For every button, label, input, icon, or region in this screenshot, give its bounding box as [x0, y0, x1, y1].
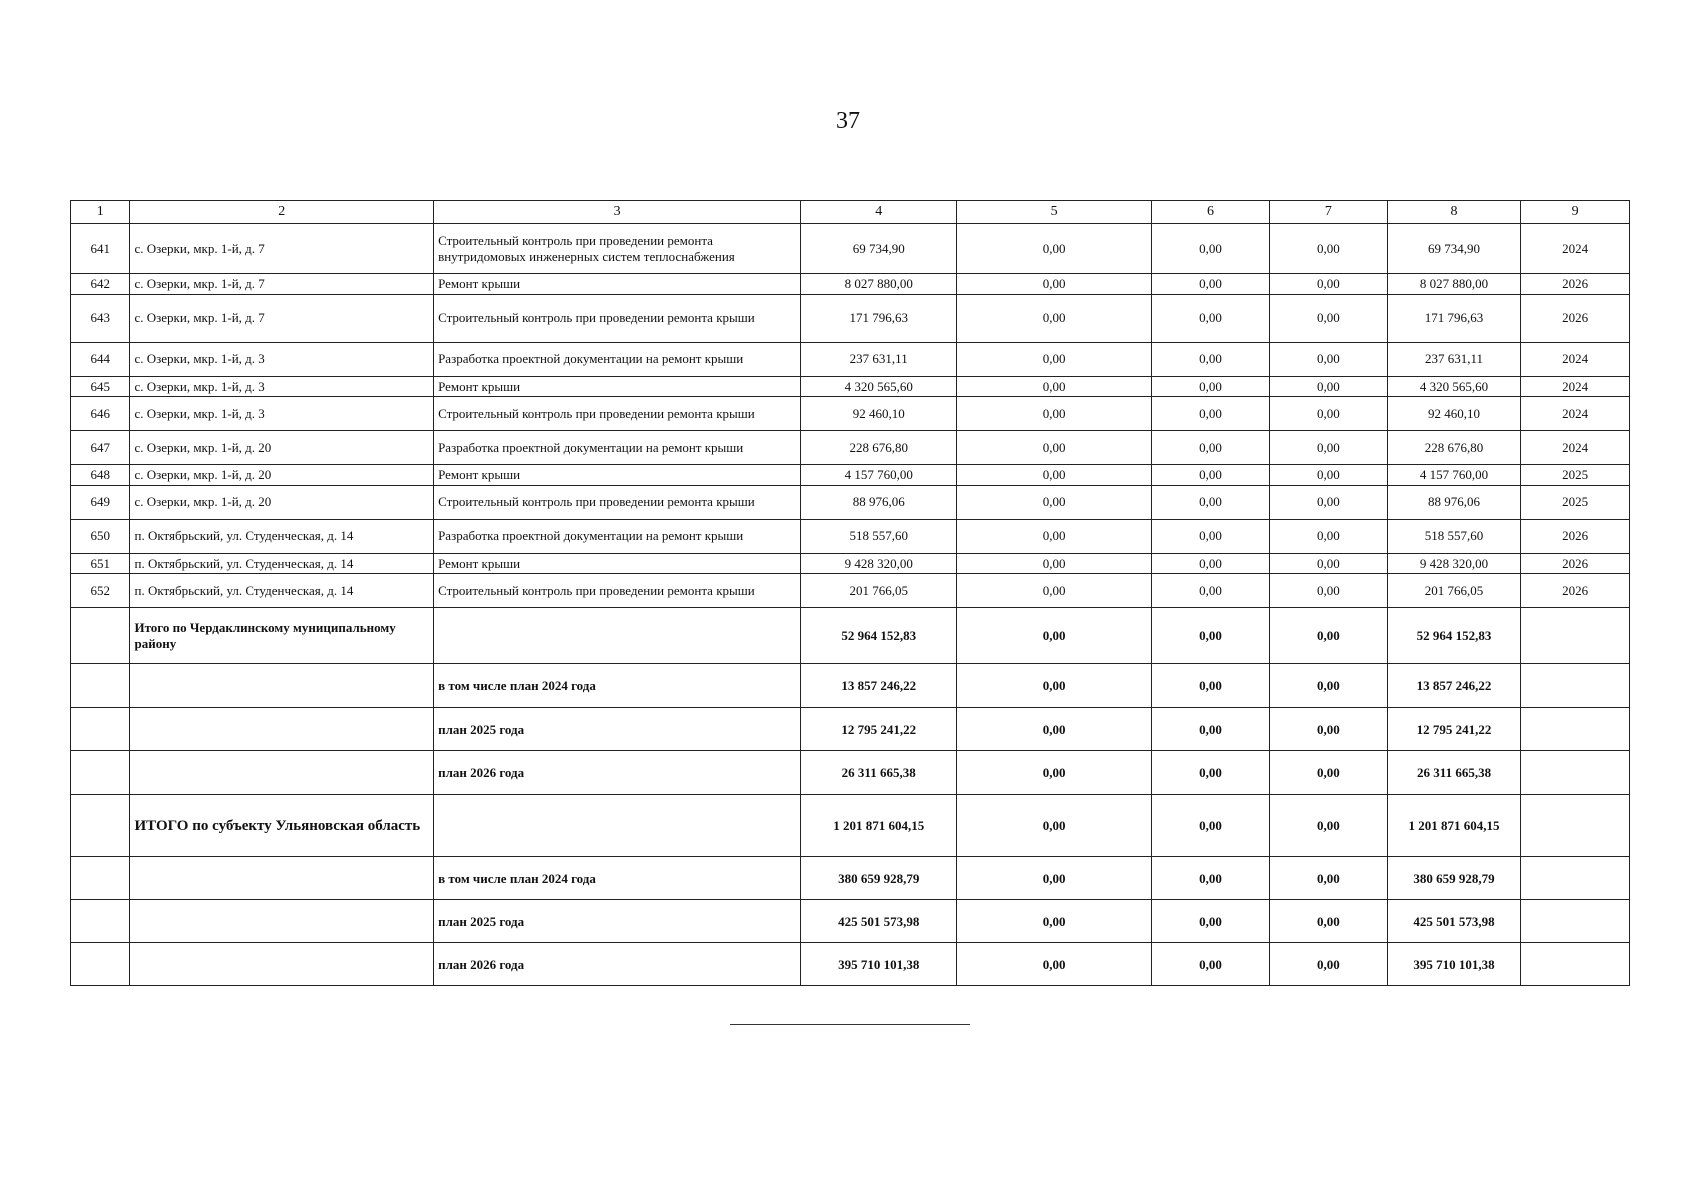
district-plan-col5: 0,00	[957, 664, 1152, 708]
row-col8: 4 320 565,60	[1387, 376, 1520, 397]
region-plan-label: в том числе план 2024 года	[434, 857, 801, 900]
row-number: 643	[71, 294, 130, 342]
district-total-col5: 0,00	[957, 608, 1152, 664]
col-header-8: 8	[1387, 201, 1520, 224]
region-plan-col4: 395 710 101,38	[801, 943, 957, 986]
region-plan-label: план 2025 года	[434, 900, 801, 943]
table-row	[71, 397, 1630, 431]
row-col6: 0,00	[1152, 465, 1270, 486]
row-address: п. Октябрьский, ул. Студенческая, д. 14	[130, 519, 434, 553]
row-col7: 0,00	[1269, 294, 1387, 342]
region-plan-row	[71, 900, 1630, 943]
region-plan-col8: 425 501 573,98	[1387, 900, 1520, 943]
row-col7: 0,00	[1269, 431, 1387, 465]
row-col5: 0,00	[957, 519, 1152, 553]
row-number: 641	[71, 224, 130, 274]
row-total-cost: 518 557,60	[801, 519, 957, 553]
region-total-col7: 0,00	[1269, 795, 1387, 857]
row-address: с. Озерки, мкр. 1-й, д. 20	[130, 431, 434, 465]
row-total-cost: 8 027 880,00	[801, 274, 957, 295]
row-number: 644	[71, 342, 130, 376]
district-plan-col4: 26 311 665,38	[801, 751, 957, 795]
district-plan-col7: 0,00	[1269, 708, 1387, 751]
region-plan-col4: 380 659 928,79	[801, 857, 957, 900]
row-address: с. Озерки, мкр. 1-й, д. 3	[130, 342, 434, 376]
row-total-cost: 4 320 565,60	[801, 376, 957, 397]
row-year: 2024	[1521, 431, 1630, 465]
region-total-label: ИТОГО по субъекту Ульяновская область	[130, 795, 434, 857]
row-col8: 88 976,06	[1387, 485, 1520, 519]
district-plan-col4: 13 857 246,22	[801, 664, 957, 708]
row-col7: 0,00	[1269, 376, 1387, 397]
region-total-col5: 0,00	[957, 795, 1152, 857]
region-total-col6: 0,00	[1152, 795, 1270, 857]
row-total-cost: 88 976,06	[801, 485, 957, 519]
row-work-type: Строительный контроль при проведении ремонта крыши	[434, 397, 801, 431]
row-work-type: Разработка проектной документации на ремонт крыши	[434, 431, 801, 465]
region-plan-col6: 0,00	[1152, 943, 1270, 986]
row-col7: 0,00	[1269, 274, 1387, 295]
row-year: 2024	[1521, 397, 1630, 431]
row-col7: 0,00	[1269, 574, 1387, 608]
row-work-type: Ремонт крыши	[434, 274, 801, 295]
col-header-4: 4	[801, 201, 957, 224]
table-row	[71, 465, 1630, 486]
page-number: 37	[836, 108, 860, 134]
table-row	[71, 342, 1630, 376]
row-year: 2026	[1521, 294, 1630, 342]
district-total-label: Итого по Чердаклинскому муниципальному району	[130, 608, 434, 664]
row-col6: 0,00	[1152, 553, 1270, 574]
row-col8: 92 460,10	[1387, 397, 1520, 431]
row-number: 647	[71, 431, 130, 465]
row-col8: 201 766,05	[1387, 574, 1520, 608]
table-row	[71, 553, 1630, 574]
row-col5: 0,00	[957, 485, 1152, 519]
bottom-rule	[730, 1024, 970, 1025]
region-plan-col6: 0,00	[1152, 900, 1270, 943]
row-address: с. Озерки, мкр. 1-й, д. 20	[130, 465, 434, 486]
district-total-col4: 52 964 152,83	[801, 608, 957, 664]
region-plan-col8: 380 659 928,79	[1387, 857, 1520, 900]
table-row	[71, 294, 1630, 342]
row-year: 2026	[1521, 574, 1630, 608]
row-col8: 518 557,60	[1387, 519, 1520, 553]
row-col6: 0,00	[1152, 485, 1270, 519]
region-total-col8: 1 201 871 604,15	[1387, 795, 1520, 857]
district-plan-col6: 0,00	[1152, 751, 1270, 795]
row-col6: 0,00	[1152, 431, 1270, 465]
district-plan-col5: 0,00	[957, 708, 1152, 751]
district-plan-col6: 0,00	[1152, 664, 1270, 708]
row-work-type: Строительный контроль при проведении ремонта внутридомовых инженерных систем теплоснабжения	[434, 224, 801, 274]
row-total-cost: 4 157 760,00	[801, 465, 957, 486]
row-col7: 0,00	[1269, 342, 1387, 376]
region-total-row	[71, 795, 1630, 857]
row-col5: 0,00	[957, 574, 1152, 608]
row-address: с. Озерки, мкр. 1-й, д. 7	[130, 224, 434, 274]
row-col7: 0,00	[1269, 397, 1387, 431]
row-year: 2024	[1521, 376, 1630, 397]
row-number: 645	[71, 376, 130, 397]
district-plan-col4: 12 795 241,22	[801, 708, 957, 751]
row-col6: 0,00	[1152, 574, 1270, 608]
row-col6: 0,00	[1152, 342, 1270, 376]
region-plan-col8: 395 710 101,38	[1387, 943, 1520, 986]
row-total-cost: 228 676,80	[801, 431, 957, 465]
row-total-cost: 9 428 320,00	[801, 553, 957, 574]
row-year: 2025	[1521, 485, 1630, 519]
row-col8: 4 157 760,00	[1387, 465, 1520, 486]
table-row	[71, 574, 1630, 608]
row-col5: 0,00	[957, 342, 1152, 376]
region-plan-row	[71, 943, 1630, 986]
table-row	[71, 224, 1630, 274]
row-col8: 228 676,80	[1387, 431, 1520, 465]
col-header-2: 2	[130, 201, 434, 224]
row-total-cost: 237 631,11	[801, 342, 957, 376]
row-year: 2024	[1521, 224, 1630, 274]
district-total-col8: 52 964 152,83	[1387, 608, 1520, 664]
row-year: 2026	[1521, 553, 1630, 574]
row-col7: 0,00	[1269, 553, 1387, 574]
region-plan-col5: 0,00	[957, 943, 1152, 986]
col-header-5: 5	[957, 201, 1152, 224]
row-address: с. Озерки, мкр. 1-й, д. 7	[130, 274, 434, 295]
row-address: с. Озерки, мкр. 1-й, д. 3	[130, 397, 434, 431]
row-address: с. Озерки, мкр. 1-й, д. 20	[130, 485, 434, 519]
row-number: 646	[71, 397, 130, 431]
row-work-type: Строительный контроль при проведении ремонта крыши	[434, 294, 801, 342]
row-col5: 0,00	[957, 431, 1152, 465]
row-address: с. Озерки, мкр. 1-й, д. 7	[130, 294, 434, 342]
row-number: 650	[71, 519, 130, 553]
table-row	[71, 431, 1630, 465]
row-year: 2025	[1521, 465, 1630, 486]
table-row	[71, 519, 1630, 553]
row-col5: 0,00	[957, 274, 1152, 295]
col-header-7: 7	[1269, 201, 1387, 224]
row-work-type: Ремонт крыши	[434, 465, 801, 486]
row-number: 648	[71, 465, 130, 486]
region-plan-col4: 425 501 573,98	[801, 900, 957, 943]
row-col6: 0,00	[1152, 274, 1270, 295]
district-plan-col8: 12 795 241,22	[1387, 708, 1520, 751]
row-col7: 0,00	[1269, 224, 1387, 274]
row-col8: 8 027 880,00	[1387, 274, 1520, 295]
row-col7: 0,00	[1269, 485, 1387, 519]
region-plan-col6: 0,00	[1152, 857, 1270, 900]
row-col5: 0,00	[957, 294, 1152, 342]
row-number: 652	[71, 574, 130, 608]
row-col6: 0,00	[1152, 376, 1270, 397]
row-number: 649	[71, 485, 130, 519]
row-address: с. Озерки, мкр. 1-й, д. 3	[130, 376, 434, 397]
region-plan-col5: 0,00	[957, 900, 1152, 943]
row-col8: 69 734,90	[1387, 224, 1520, 274]
row-work-type: Строительный контроль при проведении ремонта крыши	[434, 574, 801, 608]
row-year: 2026	[1521, 519, 1630, 553]
district-plan-col7: 0,00	[1269, 751, 1387, 795]
region-plan-row	[71, 857, 1630, 900]
row-work-type: Разработка проектной документации на ремонт крыши	[434, 519, 801, 553]
row-col5: 0,00	[957, 224, 1152, 274]
region-plan-col5: 0,00	[957, 857, 1152, 900]
row-col5: 0,00	[957, 376, 1152, 397]
header-row	[71, 201, 1630, 224]
district-plan-col8: 26 311 665,38	[1387, 751, 1520, 795]
row-work-type: Ремонт крыши	[434, 553, 801, 574]
row-work-type: Ремонт крыши	[434, 376, 801, 397]
col-header-3: 3	[434, 201, 801, 224]
row-total-cost: 92 460,10	[801, 397, 957, 431]
district-plan-col6: 0,00	[1152, 708, 1270, 751]
row-number: 651	[71, 553, 130, 574]
district-plan-col5: 0,00	[957, 751, 1152, 795]
table-row	[71, 274, 1630, 295]
row-address: п. Октябрьский, ул. Студенческая, д. 14	[130, 553, 434, 574]
row-work-type: Строительный контроль при проведении ремонта крыши	[434, 485, 801, 519]
table-row	[71, 485, 1630, 519]
district-plan-row	[71, 664, 1630, 708]
row-year: 2026	[1521, 274, 1630, 295]
district-plan-col8: 13 857 246,22	[1387, 664, 1520, 708]
district-plan-row	[71, 708, 1630, 751]
row-total-cost: 201 766,05	[801, 574, 957, 608]
district-plan-label: план 2026 года	[434, 751, 801, 795]
district-plan-label: в том числе план 2024 года	[434, 664, 801, 708]
district-total-col6: 0,00	[1152, 608, 1270, 664]
capital-repair-table	[70, 200, 1630, 986]
row-address: п. Октябрьский, ул. Студенческая, д. 14	[130, 574, 434, 608]
district-total-row	[71, 608, 1630, 664]
row-col5: 0,00	[957, 465, 1152, 486]
col-header-6: 6	[1152, 201, 1270, 224]
row-col7: 0,00	[1269, 465, 1387, 486]
region-total-col4: 1 201 871 604,15	[801, 795, 957, 857]
row-col8: 237 631,11	[1387, 342, 1520, 376]
district-plan-col7: 0,00	[1269, 664, 1387, 708]
col-header-9: 9	[1521, 201, 1630, 224]
region-plan-col7: 0,00	[1269, 943, 1387, 986]
district-plan-row	[71, 751, 1630, 795]
row-col8: 9 428 320,00	[1387, 553, 1520, 574]
row-total-cost: 171 796,63	[801, 294, 957, 342]
row-total-cost: 69 734,90	[801, 224, 957, 274]
row-col6: 0,00	[1152, 397, 1270, 431]
row-col7: 0,00	[1269, 519, 1387, 553]
col-header-1: 1	[71, 201, 130, 224]
row-col6: 0,00	[1152, 294, 1270, 342]
row-col6: 0,00	[1152, 224, 1270, 274]
table-row	[71, 376, 1630, 397]
row-col8: 171 796,63	[1387, 294, 1520, 342]
region-plan-label: план 2026 года	[434, 943, 801, 986]
district-total-col7: 0,00	[1269, 608, 1387, 664]
region-plan-col7: 0,00	[1269, 857, 1387, 900]
row-year: 2024	[1521, 342, 1630, 376]
row-col5: 0,00	[957, 397, 1152, 431]
row-col6: 0,00	[1152, 519, 1270, 553]
row-col5: 0,00	[957, 553, 1152, 574]
row-number: 642	[71, 274, 130, 295]
row-work-type: Разработка проектной документации на ремонт крыши	[434, 342, 801, 376]
region-plan-col7: 0,00	[1269, 900, 1387, 943]
district-plan-label: план 2025 года	[434, 708, 801, 751]
